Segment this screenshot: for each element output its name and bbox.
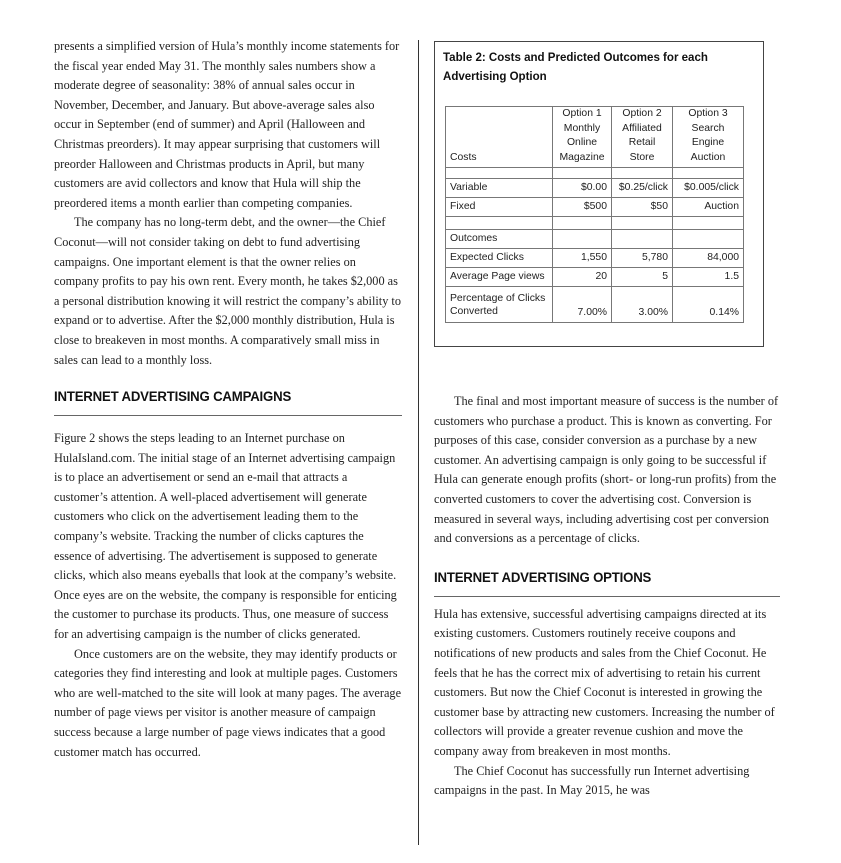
section-heading-internet-advertising-options: INTERNET ADVERTISING OPTIONS: [434, 569, 652, 586]
paragraph-income-statements: presents a simplified version of Hula’s monthly income statements for the fiscal year ended May 31. The monthly sales numbers show a moderate degree of seasonality: 38% of annual sales occur in November, December, and January. But above-average sales also occur in September (end of summer) and April (Halloween and Christmas preorders). It may appear surprising that customers will preorder Halloween and Christmas products in April, but many customers are avid collectors and know that Hula will ship the preordered items a month earlier than competing companies.: [54, 39, 400, 210]
option-1-line-2: Monthly: [563, 122, 601, 134]
cell-value: 1.5: [673, 268, 744, 287]
cell-value: $0.00: [553, 179, 612, 198]
cell-value: $0.005/click: [673, 179, 744, 198]
paragraph-figure-2: Figure 2 shows the steps leading to an Internet purchase on HulaIsland.com. The initial stage of an Internet advertising campaign is to place an advertisement or send an e-mail that attracts a customer’s attention. A well-placed advertisement will generate customers who click on the advertisement leading them to the company’s website. Tracking the number of clicks captures the essence of advertising. The advertisement is supposed to generate clicks, which also means eyeballs that look at the company’s website. Once eyes are on the website, the company is responsible for enticing the customer to purchase its products. Thus, one measure of success for an advertising campaign is the number of clicks generated.: [54, 431, 397, 642]
cell-value: 7.00%: [553, 287, 612, 323]
cell-value: $50: [612, 198, 673, 217]
row-label: Fixed: [446, 198, 553, 217]
section-rule: [54, 415, 402, 416]
option-2-line-4: Store: [629, 151, 655, 163]
cell-value: 3.00%: [612, 287, 673, 323]
cell-value: 20: [553, 268, 612, 287]
cell-value: 5: [612, 268, 673, 287]
option-1-line-1: Option 1: [562, 108, 602, 119]
right-column: [434, 0, 780, 801]
paragraph-past-campaigns: The Chief Coconut has successfully run Internet advertising campaigns in the past. In May 2015, he was: [434, 763, 750, 798]
costs-label: Costs: [446, 107, 553, 168]
option-1-line-4: Magazine: [559, 151, 605, 163]
paragraph-page-views: Once customers are on the website, they may identify products or categories they find interesting and look at multiple pages. Customers who are well-matched to the site will look at many pages. The average number of page views per visitor is another measure of campaign success because a large number of page views indicates that a good customer match has occurred.: [54, 646, 402, 759]
paragraph-converting: The final and most important measure of success is the number of customers who purchase a product. This is known as converting. For purposes of this case, consider conversion as a purchase by a new customer. An advertising campaign is only going to be successful if Hula can generate enough profits (short- or long-run profits) from the converted customers to cover the advertising cost. Conversion is measured in several ways, including advertising cost per conversion and conversions as a percentage of clicks.: [434, 394, 779, 546]
row-label: Expected Clicks: [446, 249, 553, 268]
cell-value: $0.25/click: [612, 179, 673, 198]
cell-value: Auction: [673, 198, 744, 217]
row-label: Variable: [446, 179, 553, 198]
option-1-line-3: Online: [566, 137, 598, 148]
left-column: [54, 0, 402, 762]
option-2-line-1: Option 2: [622, 108, 662, 119]
option-3-line-1: Option 3: [688, 108, 728, 119]
option-2-line-3: Retail: [628, 137, 656, 148]
section-heading-internet-advertising-campaigns: INTERNET ADVERTISING CAMPAIGNS: [54, 389, 292, 406]
outcomes-label: Outcomes: [446, 230, 553, 249]
table-title: Table 2: Costs and Predicted Outcomes for each Advertising Option: [443, 50, 708, 83]
column-divider: [418, 40, 419, 845]
cell-value: 84,000: [673, 249, 744, 268]
option-2-line-2: Affiliated: [622, 122, 662, 134]
cell-value: 0.14%: [673, 287, 744, 323]
row-label-line-1: Percentage of Clicks: [450, 292, 546, 304]
cell-value: 1,550: [553, 249, 612, 268]
paragraph-no-debt: The company has no long-term debt, and the owner—the Chief Coconut—will not consider taking on debt to fund advertising campaigns. One important element is that the owner relies on company profits to pay his own rent. Every month, he takes $2,000 as a personal distribution knowing it will restrict the company’s ability to expand or to advertise. After the $2,000 monthly distribution, Hula is close to breakeven in most months. A comparatively small miss in sales can lead to a monthly loss.: [54, 215, 401, 367]
paragraph-existing-customers: Hula has extensive, successful advertising campaigns directed at its existing customers. Customers routinely receive coupons and notifications of new products and sales from the Chief Coconut. He feels that he has the correct mix of advertising to retain his current customers. But now the Chief Coconut is interested in growing the customer base by attracting new customers. Increasing the number of collectors will provide a greater revenue cushion and move the company away from breakeven in most months.: [434, 606, 775, 758]
option-3-line-4: Auction: [690, 151, 726, 163]
row-label-line-2: Converted: [450, 305, 498, 317]
option-3-line-3: Engine: [691, 137, 725, 148]
cell-value: $500: [553, 198, 612, 217]
cell-value: 5,780: [612, 249, 673, 268]
option-3-line-2: Search: [691, 122, 725, 134]
row-label: Average Page views: [446, 268, 553, 287]
section-rule: [434, 596, 780, 597]
